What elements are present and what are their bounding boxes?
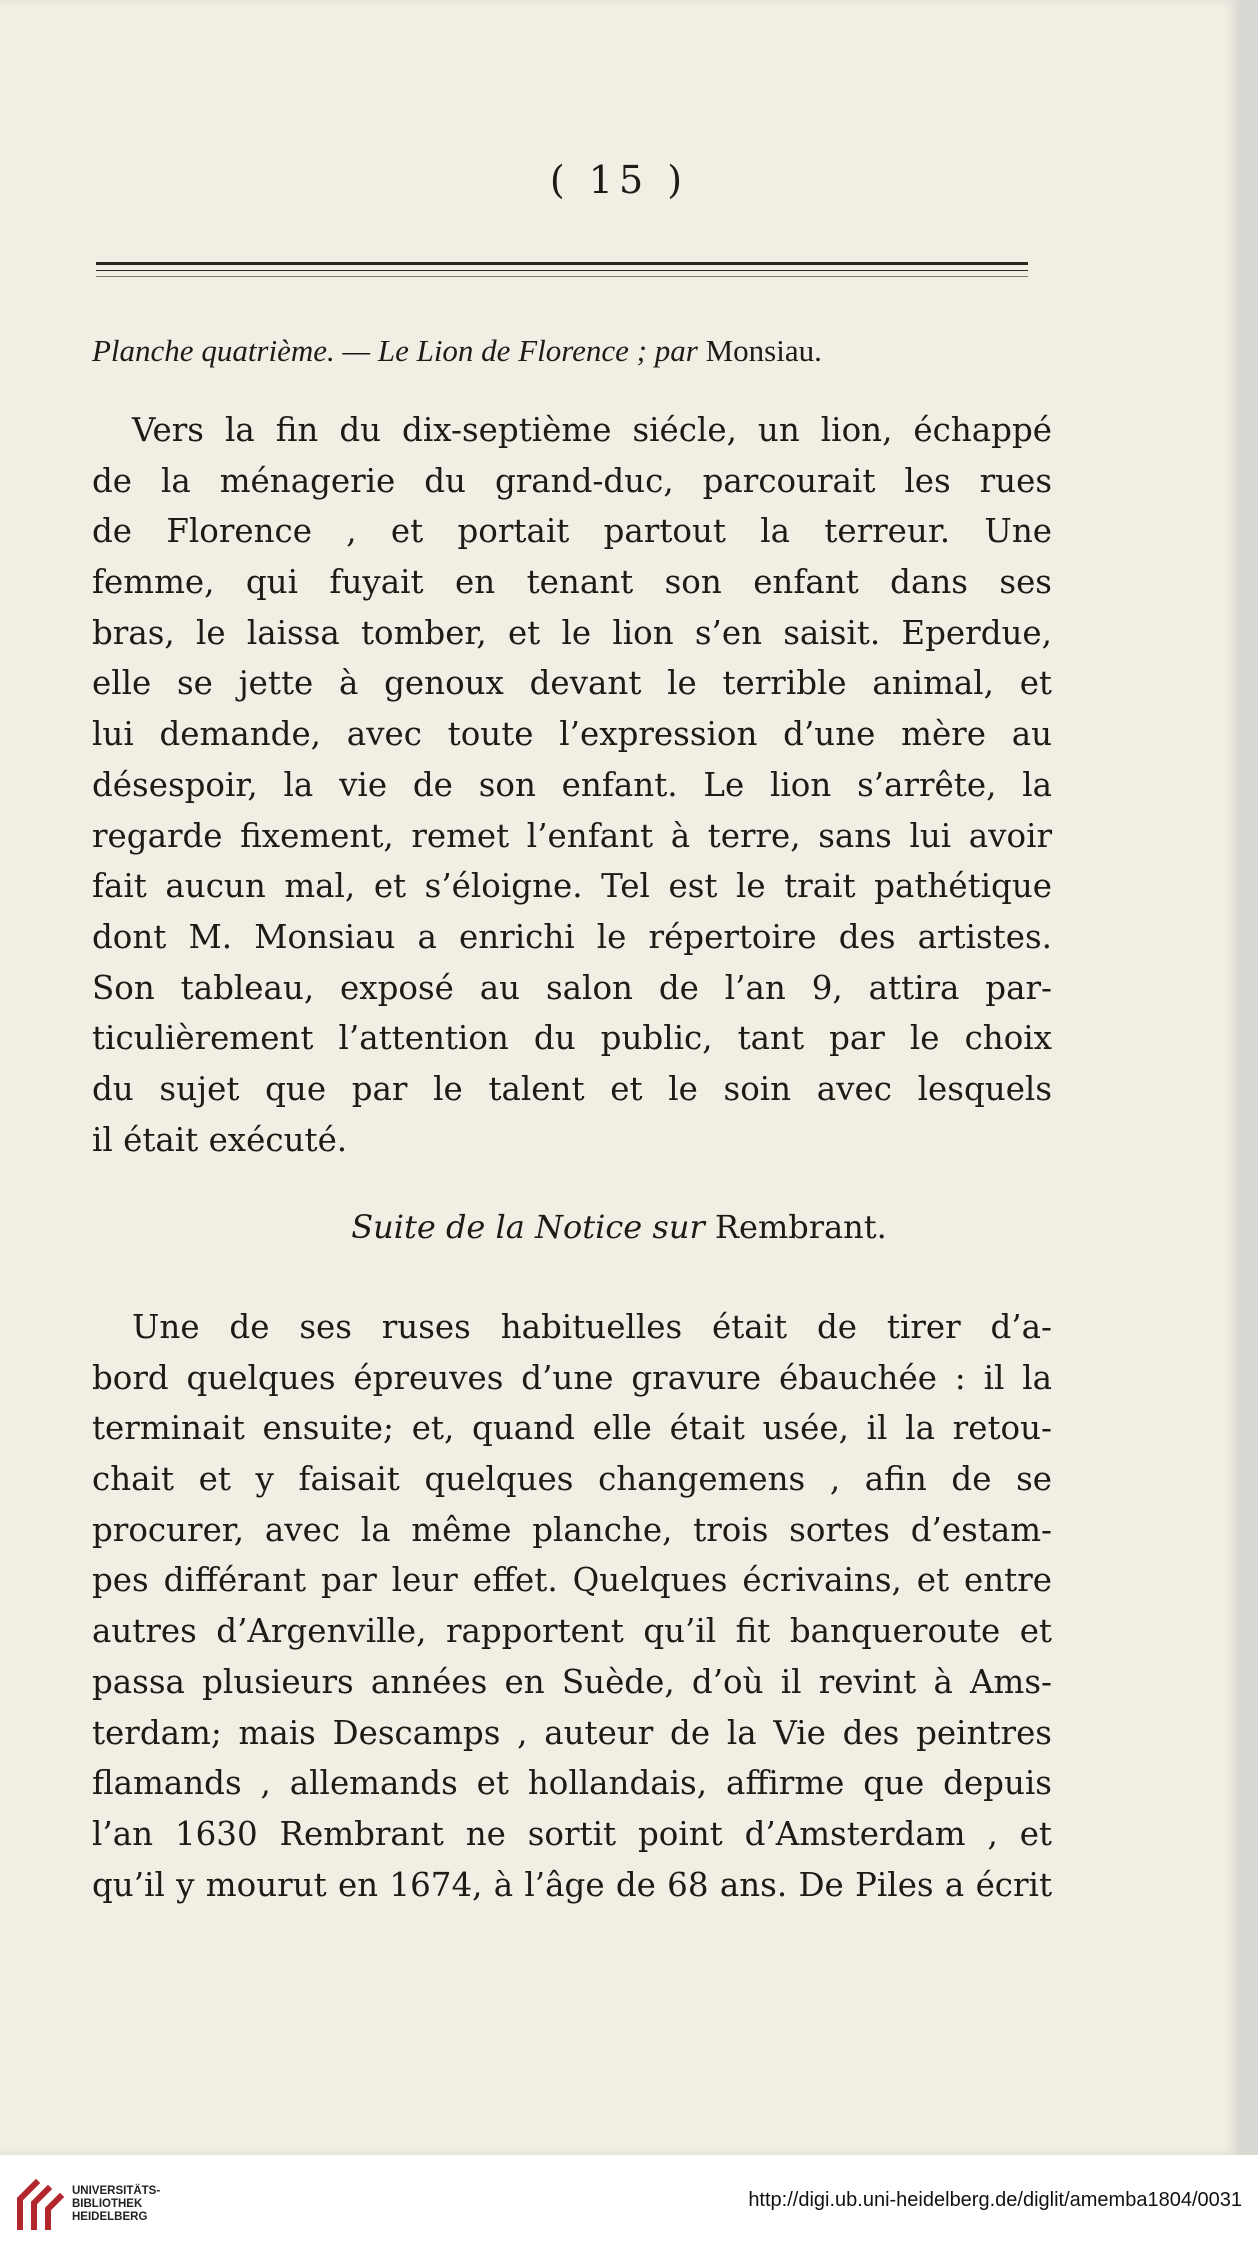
text-line: qu’il y mourut en 1674, à l’âge de 68 ans. De Piles a écrit — [92, 1865, 1052, 1904]
text-line: femme, qui fuyait en tenant son enfant dans ses — [92, 563, 1052, 602]
text-line: passa plusieurs années en Suède, d’où il revint à Ams- — [92, 1662, 1052, 1701]
text-line: de la ménagerie du grand-duc, parcourait les rues — [92, 461, 1052, 500]
header-rule-thin — [96, 270, 1028, 271]
paragraph-rembrant — [92, 1302, 1052, 1910]
source-url-link[interactable]: http://digi.ub.uni-heidelberg.de/diglit/amemba1804/0031 — [748, 2189, 1242, 2211]
header-rule-thin-2 — [96, 276, 1028, 277]
text-line: dont M. Monsiau a enrichi le répertoire des artistes. — [92, 917, 1052, 956]
library-line-3: HEIDELBERG — [72, 2211, 148, 2223]
plate-caption — [92, 333, 1040, 369]
text-line: terminait ensuite; et, quand elle était usée, il la retou- — [92, 1409, 1052, 1448]
text-line: l’an 1630 Rembrant ne sortit point d’Amsterdam , et — [92, 1814, 1052, 1853]
section-subheading — [0, 1208, 1238, 1246]
page-number: ( 15 ) — [549, 158, 689, 202]
text-line: désespoir, la vie de son enfant. Le lion s’arrête, la — [92, 765, 1052, 804]
text-line: procurer, avec la même planche, trois sortes d’estam- — [92, 1510, 1052, 1549]
library-line-1: UNIVERSITÄTS- — [72, 2185, 161, 2197]
text-line: regarde fixement, remet l’enfant à terre, sans lui avoir — [92, 816, 1052, 855]
text-line: pes différant par leur effet. Quelques écrivains, et entre — [92, 1561, 1052, 1600]
page-edge — [1238, 0, 1258, 2155]
heidelberg-library-logo-icon — [14, 2169, 76, 2235]
text-line: bord quelques épreuves d’une gravure ébauchée : il la — [92, 1358, 1052, 1397]
text-line: chait et y faisait quelques changemens , afin de se — [92, 1460, 1052, 1499]
subheading-italic: Suite de la Notice sur — [351, 1208, 705, 1246]
text-line: bras, le laissa tomber, et le lion s’en saisit. Eperdue, — [92, 613, 1052, 652]
text-line: Une de ses ruses habituelles était de tirer d’a- — [132, 1308, 1052, 1346]
text-line: elle se jette à genoux devant le terrible animal, et — [92, 664, 1052, 703]
paragraph-lion — [92, 405, 1052, 1165]
text-line: terdam; mais Descamps , auteur de la Vie des peintres — [92, 1713, 1052, 1752]
plate-caption-artist: Monsiau. — [705, 333, 822, 368]
text-line: de Florence , et portait partout la terreur. Une — [92, 512, 1052, 551]
text-line: lui demande, avec toute l’expression d’une mère au — [92, 715, 1052, 754]
text-line: il était exécuté. — [92, 1120, 348, 1159]
plate-caption-italic: Planche quatrième. — Le Lion de Florence ; par — [92, 333, 698, 368]
text-line: ticulièrement l’attention du public, tant par le choix — [92, 1019, 1052, 1058]
footer-bar — [0, 2155, 1258, 2253]
header-rule-thick — [96, 262, 1028, 265]
text-line: fait aucun mal, et s’éloigne. Tel est le trait pathétique — [92, 867, 1052, 906]
library-line-2: BIBLIOTHEK — [72, 2198, 143, 2210]
text-line: Vers la fin du dix-septième siécle, un lion, échappé — [132, 411, 1052, 449]
subheading-name: Rembrant. — [714, 1208, 887, 1246]
text-line: du sujet que par le talent et le soin avec lesquels — [92, 1069, 1052, 1108]
text-line: flamands , allemands et hollandais, affirme que depuis — [92, 1764, 1052, 1803]
library-name — [72, 2185, 160, 2224]
text-line: Son tableau, exposé au salon de l’an 9, attira par- — [92, 968, 1052, 1007]
text-line: autres d’Argenville, rapportent qu’il fit banqueroute et — [92, 1612, 1052, 1651]
